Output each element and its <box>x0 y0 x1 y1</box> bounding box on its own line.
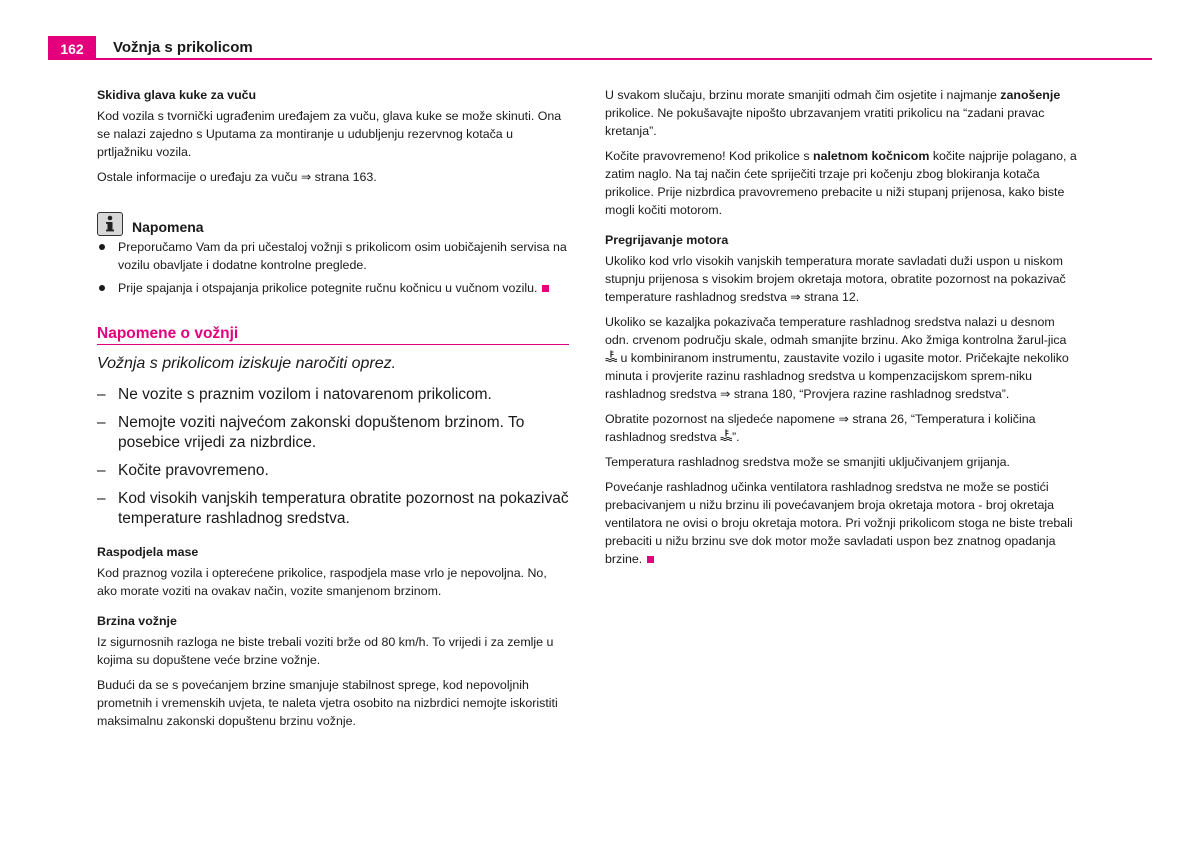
info-icon <box>97 212 123 236</box>
overheat-paragraph-1: Ukoliko kod vrlo visokih vanjskih temperatura morate savladati duži uspon u niskom stupnju prijenosa s visokim brojem okretaja motora, obratite pozornost na pokazivač temperature rashladnog sredstva ⇒ strana 12. <box>605 254 1066 304</box>
tow-head-paragraph-1: Kod vozila s tvornički ugrađenim uređajem za vuču, glava kuke se može skinuti. Ona se nalazi zajedno s Uputama za montiranje u udubljenju rezervnog kotača u prtljažniku vozila. <box>97 109 562 159</box>
notes-reference-paragraph: Obratite pozornost na sljedeće napomene ⇒ strana 26, “Temperatura i količina rashladnog sredstva ”. <box>605 412 1036 444</box>
chapter-title: Vožnja s prikolicom <box>113 39 253 56</box>
dash-list-item: – Nemojte voziti najvećom zakonski dopuštenom brzinom. To posebice vrijedi za nizbrdice. <box>97 413 569 453</box>
end-marker-icon <box>647 556 654 563</box>
header-rule <box>96 58 1152 60</box>
speed-heading: Brzina vožnje <box>97 614 177 628</box>
overheat-paragraph-2: Ukoliko se kazaljka pokazivača temperature rashladnog sredstva nalazi u desnom odn. crvenom području skale, odmah smanjite brzinu. Ako žmiga kontrolna žarul-jica u kombiniranom instrumentu, zaustavite vozilo i ugasite motor. Pričekajte nekoliko minuta i provjerite razinu rashladnog sredstva u kompenzacijskom sprem-niku rashladnog sredstva ⇒ strana 180, “Provjera razine rashladnog sredstva”. <box>605 315 1069 401</box>
coolant-temperature-icon <box>605 351 617 365</box>
page-header <box>48 36 1152 60</box>
coolant-temperature-icon <box>720 430 732 444</box>
page-number: 162 <box>48 36 96 60</box>
right-column <box>605 86 1078 575</box>
tow-head-paragraph-2: Ostale informacije o uređaju za vuču ⇒ strana 163. <box>97 170 377 184</box>
overheat-heading: Pregrijavanje motora <box>605 233 729 247</box>
section-title: Napomene o vožnji <box>97 325 569 345</box>
sway-paragraph: U svakom slučaju, brzinu morate smanjiti odmah čim osjetite i najmanje zanošenje prikolice. Ne pokušavajte nipošto ubrzavanjem vratiti prikolicu na “zadani pravac kretanja”. <box>605 88 1061 138</box>
speed-paragraph-1: Iz sigurnosnih razloga ne biste trebali voziti brže od 80 km/h. To vrijedi i za zemlje u kojima su dopuštene veće brzine vožnje. <box>97 635 554 667</box>
bold-term: naletnom kočnicom <box>813 149 930 163</box>
left-column <box>97 86 569 737</box>
note-item: Preporučamo Vam da pri učestaloj vožnji s prikolicom osim uobičajenih servisa na vozilu obavljate i dodatne kontrolne preglede. <box>97 238 569 274</box>
dash-list-item: – Kod visokih vanjskih temperatura obratite pozornost na pokazivač temperature rashladnog sredstva. <box>97 489 569 529</box>
speed-paragraph-2: Budući da se s povećanjem brzine smanjuje stabilnost sprege, kod nepovoljnih prometnih i vremenskih uvjeta, te naleta vjetra osobito na nizbrdici nemojte iskoristiti maksimalnu zakonski dopuštenu brzinu vožnje. <box>97 678 558 728</box>
braking-paragraph: Kočite pravovremeno! Kod prikolice s naletnom kočnicom kočite najprije polagano, a zatim naglo. Na taj način ćete spriječiti trzaje pri kočenju zbog blokiranja kotača prikolice. Prije nizbrdica pravovremeno prebacite u niži stupanj prijenosa, kako biste mogli kočiti motorom. <box>605 149 1077 217</box>
bold-term: zanošenje <box>1000 88 1061 102</box>
note-header <box>97 212 569 236</box>
note-item: Prije spajanja i otspajanja prikolice potegnite ručnu kočnicu u vučnom vozilu. <box>97 279 569 297</box>
note-title: Napomena <box>132 219 204 235</box>
fan-paragraph: Povećanje rashladnog učinka ventilatora rashladnog sredstva ne može se postići prebacivanjem u nižu brzinu ili povećavanjem broja okretaja motora - broj okretaja ventilatora ne ovisi o broju okretaja motora. Pri vožnji prikolicom stoga ne biste trebali prebaciti u nižu brzinu sve dok motor može savladati uspon bez znatnog opadanja brzine. <box>605 480 1073 566</box>
weight-paragraph: Kod praznog vozila i opterećene prikolice, raspodjela mase vrlo je nepovoljna. No, ako morate voziti na ovakav način, vozite smanjenom brzinom. <box>97 566 547 598</box>
dash-list-item: – Kočite pravovremeno. <box>97 461 569 481</box>
dash-list-item: – Ne vozite s praznim vozilom i natovarenom prikolicom. <box>97 385 569 405</box>
weight-heading: Raspodjela mase <box>97 545 199 559</box>
tow-head-heading: Skidiva glava kuke za vuču <box>97 88 257 102</box>
section-subtitle: Vožnja s prikolicom iziskuje naročiti oprez. <box>97 355 397 372</box>
end-marker-icon <box>542 285 549 292</box>
heating-paragraph: Temperatura rashladnog sredstva može se smanjiti uključivanjem grijanja. <box>605 455 1010 469</box>
